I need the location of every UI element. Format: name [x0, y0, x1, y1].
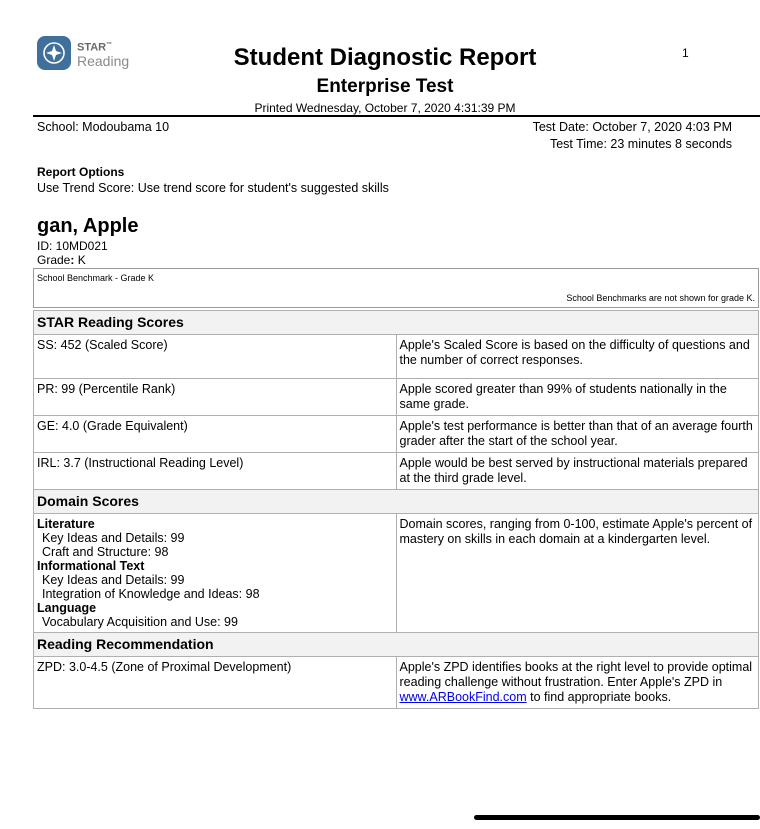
home-indicator	[474, 815, 760, 820]
page-number: 1	[682, 46, 689, 60]
zpd-desc-end: to find appropriate books.	[526, 690, 672, 704]
domain-language: Language	[37, 601, 97, 615]
star-scores-heading: STAR Reading Scores	[34, 311, 759, 335]
zpd-desc-text: Apple's ZPD identifies books at the right level to provide optimal reading challenge without frustration. Enter Apple's ZPD in	[399, 660, 753, 689]
score-pr-desc: Apple scored greater than 99% of students nationally in the same grade.	[396, 379, 759, 416]
domain-lit-key-ideas: Key Ideas and Details: 99	[42, 531, 185, 545]
logo-trademark: ™	[106, 41, 113, 48]
scores-table	[33, 310, 759, 709]
table-row	[34, 379, 759, 416]
domain-informational: Informational Text	[37, 559, 145, 573]
score-irl: IRL: 3.7 (Instructional Reading Level)	[34, 453, 397, 490]
grade-colon: :	[70, 253, 75, 267]
report-options-heading: Report Options	[37, 165, 125, 179]
domain-literature: Literature	[37, 517, 95, 531]
benchmark-note: School Benchmarks are not shown for grade K.	[566, 293, 755, 303]
table-row	[34, 514, 759, 633]
score-ge: GE: 4.0 (Grade Equivalent)	[34, 416, 397, 453]
score-ge-desc: Apple's test performance is better than that of an average fourth grader after the start of the school year.	[396, 416, 759, 453]
school-name: School: Modoubama 10	[37, 120, 170, 134]
report-title: Student Diagnostic Report	[233, 44, 537, 71]
section-header-recommendation	[34, 633, 759, 657]
header-divider	[33, 115, 760, 117]
table-row	[34, 416, 759, 453]
grade-label: Grade	[37, 253, 71, 267]
grade-value: K	[74, 253, 86, 267]
arbookfind-link[interactable]: www.ARBookFind.com	[399, 690, 527, 704]
zpd-desc	[396, 657, 759, 709]
recommendation-heading: Reading Recommendation	[34, 633, 759, 657]
domain-lit-craft: Craft and Structure: 98	[42, 545, 169, 559]
domain-scores-desc: Domain scores, ranging from 0-100, estimate Apple's percent of mastery on skills in each domain at a kindergarten level.	[396, 514, 759, 633]
domain-scores-list	[34, 514, 397, 633]
student-grade	[37, 253, 86, 267]
test-time: Test Time: 23 minutes 8 seconds	[549, 137, 732, 151]
logo-reading-text: Reading	[77, 53, 130, 70]
report-options-text: Use Trend Score: Use trend score for student's suggested skills	[37, 181, 389, 195]
zpd-score: ZPD: 3.0-4.5 (Zone of Proximal Development)	[34, 657, 397, 709]
test-date: Test Date: October 7, 2020 4:03 PM	[532, 120, 732, 134]
score-ss: SS: 452 (Scaled Score)	[34, 335, 397, 379]
printed-timestamp: Printed Wednesday, October 7, 2020 4:31:39 PM	[254, 101, 516, 115]
section-header-domain-scores	[34, 490, 759, 514]
domain-info-integration: Integration of Knowledge and Ideas: 98	[42, 587, 260, 601]
domain-scores-heading: Domain Scores	[34, 490, 759, 514]
section-header-star-scores	[34, 311, 759, 335]
student-name: gan, Apple	[37, 215, 139, 237]
score-irl-desc: Apple would be best served by instructional materials prepared at the third grade level.	[396, 453, 759, 490]
score-pr: PR: 99 (Percentile Rank)	[34, 379, 397, 416]
table-row	[34, 335, 759, 379]
table-row	[34, 657, 759, 709]
benchmark-label: School Benchmark - Grade K	[37, 273, 155, 283]
table-row	[34, 453, 759, 490]
domain-info-key-ideas: Key Ideas and Details: 99	[42, 573, 185, 587]
report-subtitle: Enterprise Test	[316, 76, 454, 97]
benchmark-box	[33, 268, 759, 308]
score-ss-desc: Apple's Scaled Score is based on the difficulty of questions and the number of correct responses.	[396, 335, 759, 379]
domain-lang-vocab: Vocabulary Acquisition and Use: 99	[42, 615, 238, 629]
student-id: ID: 10MD021	[37, 239, 108, 253]
logo-star-text: STAR	[77, 41, 107, 54]
